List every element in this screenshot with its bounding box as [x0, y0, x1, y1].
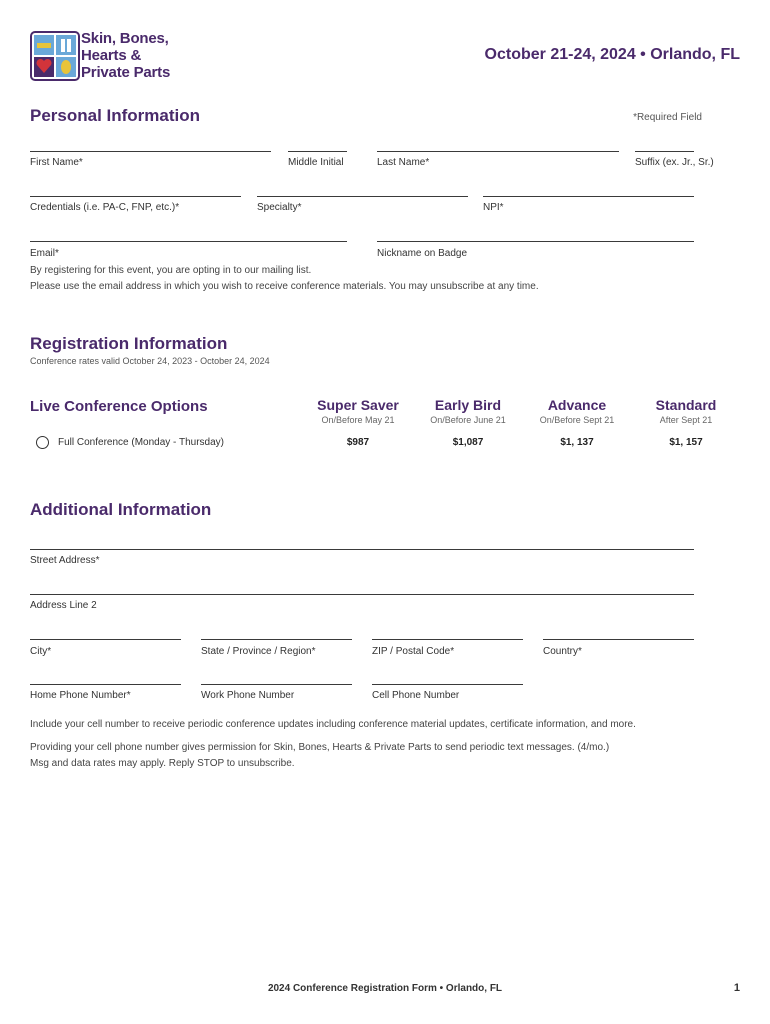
- cell-phone-label: Cell Phone Number: [372, 690, 460, 701]
- zip-label: ZIP / Postal Code*: [372, 646, 455, 657]
- full-conference-label: Full Conference (Monday - Thursday): [58, 437, 224, 448]
- cell-update-note: Include your cell number to receive periodic conference updates including conference material updates, certificate information, and more.: [30, 719, 636, 730]
- city-field[interactable]: [30, 639, 181, 640]
- page-number: 1: [733, 982, 740, 994]
- work-phone-label: Work Phone Number: [201, 690, 295, 701]
- email-field[interactable]: [30, 241, 347, 242]
- state-label: State / Province / Region*: [201, 646, 316, 657]
- col-advance-date: On/Before Sept 21: [539, 415, 615, 425]
- street-address-field[interactable]: [30, 549, 694, 550]
- specialty-label: Specialty*: [257, 202, 302, 213]
- cell-phone-field[interactable]: [372, 684, 523, 685]
- middle-initial-label: Middle Initial: [288, 157, 344, 168]
- first-name-label: First Name*: [30, 157, 83, 168]
- registration-heading: Registration Information: [30, 334, 228, 353]
- home-phone-field[interactable]: [30, 684, 181, 685]
- price-early-bird: $1,087: [452, 437, 484, 448]
- col-super-saver-date: On/Before May 21: [321, 415, 395, 425]
- credentials-label: Credentials (i.e. PA-C, FNP, etc.)*: [30, 202, 180, 213]
- personal-info-heading: Personal Information: [30, 106, 201, 125]
- address-line-2-label: Address Line 2: [30, 600, 97, 611]
- price-advance: $1, 137: [560, 437, 594, 448]
- optin-note: By registering for this event, you are opting in to our mailing list.: [30, 265, 312, 276]
- country-label: Country*: [543, 646, 582, 657]
- npi-label: NPI*: [483, 202, 504, 213]
- email-label: Email*: [30, 248, 59, 259]
- specialty-field[interactable]: [257, 196, 468, 197]
- additional-info-heading: Additional Information: [30, 500, 212, 519]
- zip-field[interactable]: [372, 639, 523, 640]
- nickname-field[interactable]: [377, 241, 694, 242]
- text-permission-note: Providing your cell phone number gives permission for Skin, Bones, Hearts & Private Parts to send periodic text messages. (4/mo.): [30, 742, 610, 753]
- street-address-label: Street Address*: [30, 555, 100, 566]
- state-field[interactable]: [201, 639, 352, 640]
- logo-wordmark: Skin, Bones, Hearts & Private Parts: [81, 30, 171, 81]
- credentials-field[interactable]: [30, 196, 241, 197]
- footer-title: 2024 Conference Registration Form • Orlando, FL: [267, 983, 503, 994]
- msg-rates-note: Msg and data rates may apply. Reply STOP to unsubscribe.: [30, 758, 295, 769]
- logo: [30, 31, 80, 81]
- col-early-bird-date: On/Before June 21: [430, 415, 506, 425]
- city-label: City*: [30, 646, 52, 657]
- full-conference-radio[interactable]: [36, 436, 49, 449]
- middle-initial-field[interactable]: [288, 151, 347, 152]
- work-phone-field[interactable]: [201, 684, 352, 685]
- country-field[interactable]: [543, 639, 694, 640]
- price-standard: $1, 157: [669, 437, 703, 448]
- last-name-label: Last Name*: [377, 157, 430, 168]
- price-super-saver: $987: [346, 437, 370, 448]
- col-early-bird: Early Bird: [434, 397, 502, 413]
- rates-note: Conference rates valid October 24, 2023 - October 24, 2024: [30, 356, 270, 366]
- required-note: *Required Field: [633, 112, 702, 123]
- npi-field[interactable]: [483, 196, 694, 197]
- home-phone-label: Home Phone Number*: [30, 690, 131, 701]
- nickname-label: Nickname on Badge: [377, 248, 468, 259]
- suffix-field[interactable]: [635, 151, 694, 152]
- event-title: October 21-24, 2024 • Orlando, FL: [484, 46, 740, 63]
- col-standard-date: After Sept 21: [659, 415, 713, 425]
- col-standard: Standard: [655, 397, 717, 413]
- col-super-saver: Super Saver: [317, 397, 399, 413]
- address-line-2-field[interactable]: [30, 594, 694, 595]
- email-note: Please use the email address in which you wish to receive conference materials. You may unsubscribe at any time.: [30, 281, 539, 292]
- first-name-field[interactable]: [30, 151, 271, 152]
- suffix-label: Suffix (ex. Jr., Sr.): [635, 157, 714, 168]
- last-name-field[interactable]: [377, 151, 619, 152]
- col-advance: Advance: [547, 397, 607, 413]
- live-options-heading: Live Conference Options: [30, 398, 208, 415]
